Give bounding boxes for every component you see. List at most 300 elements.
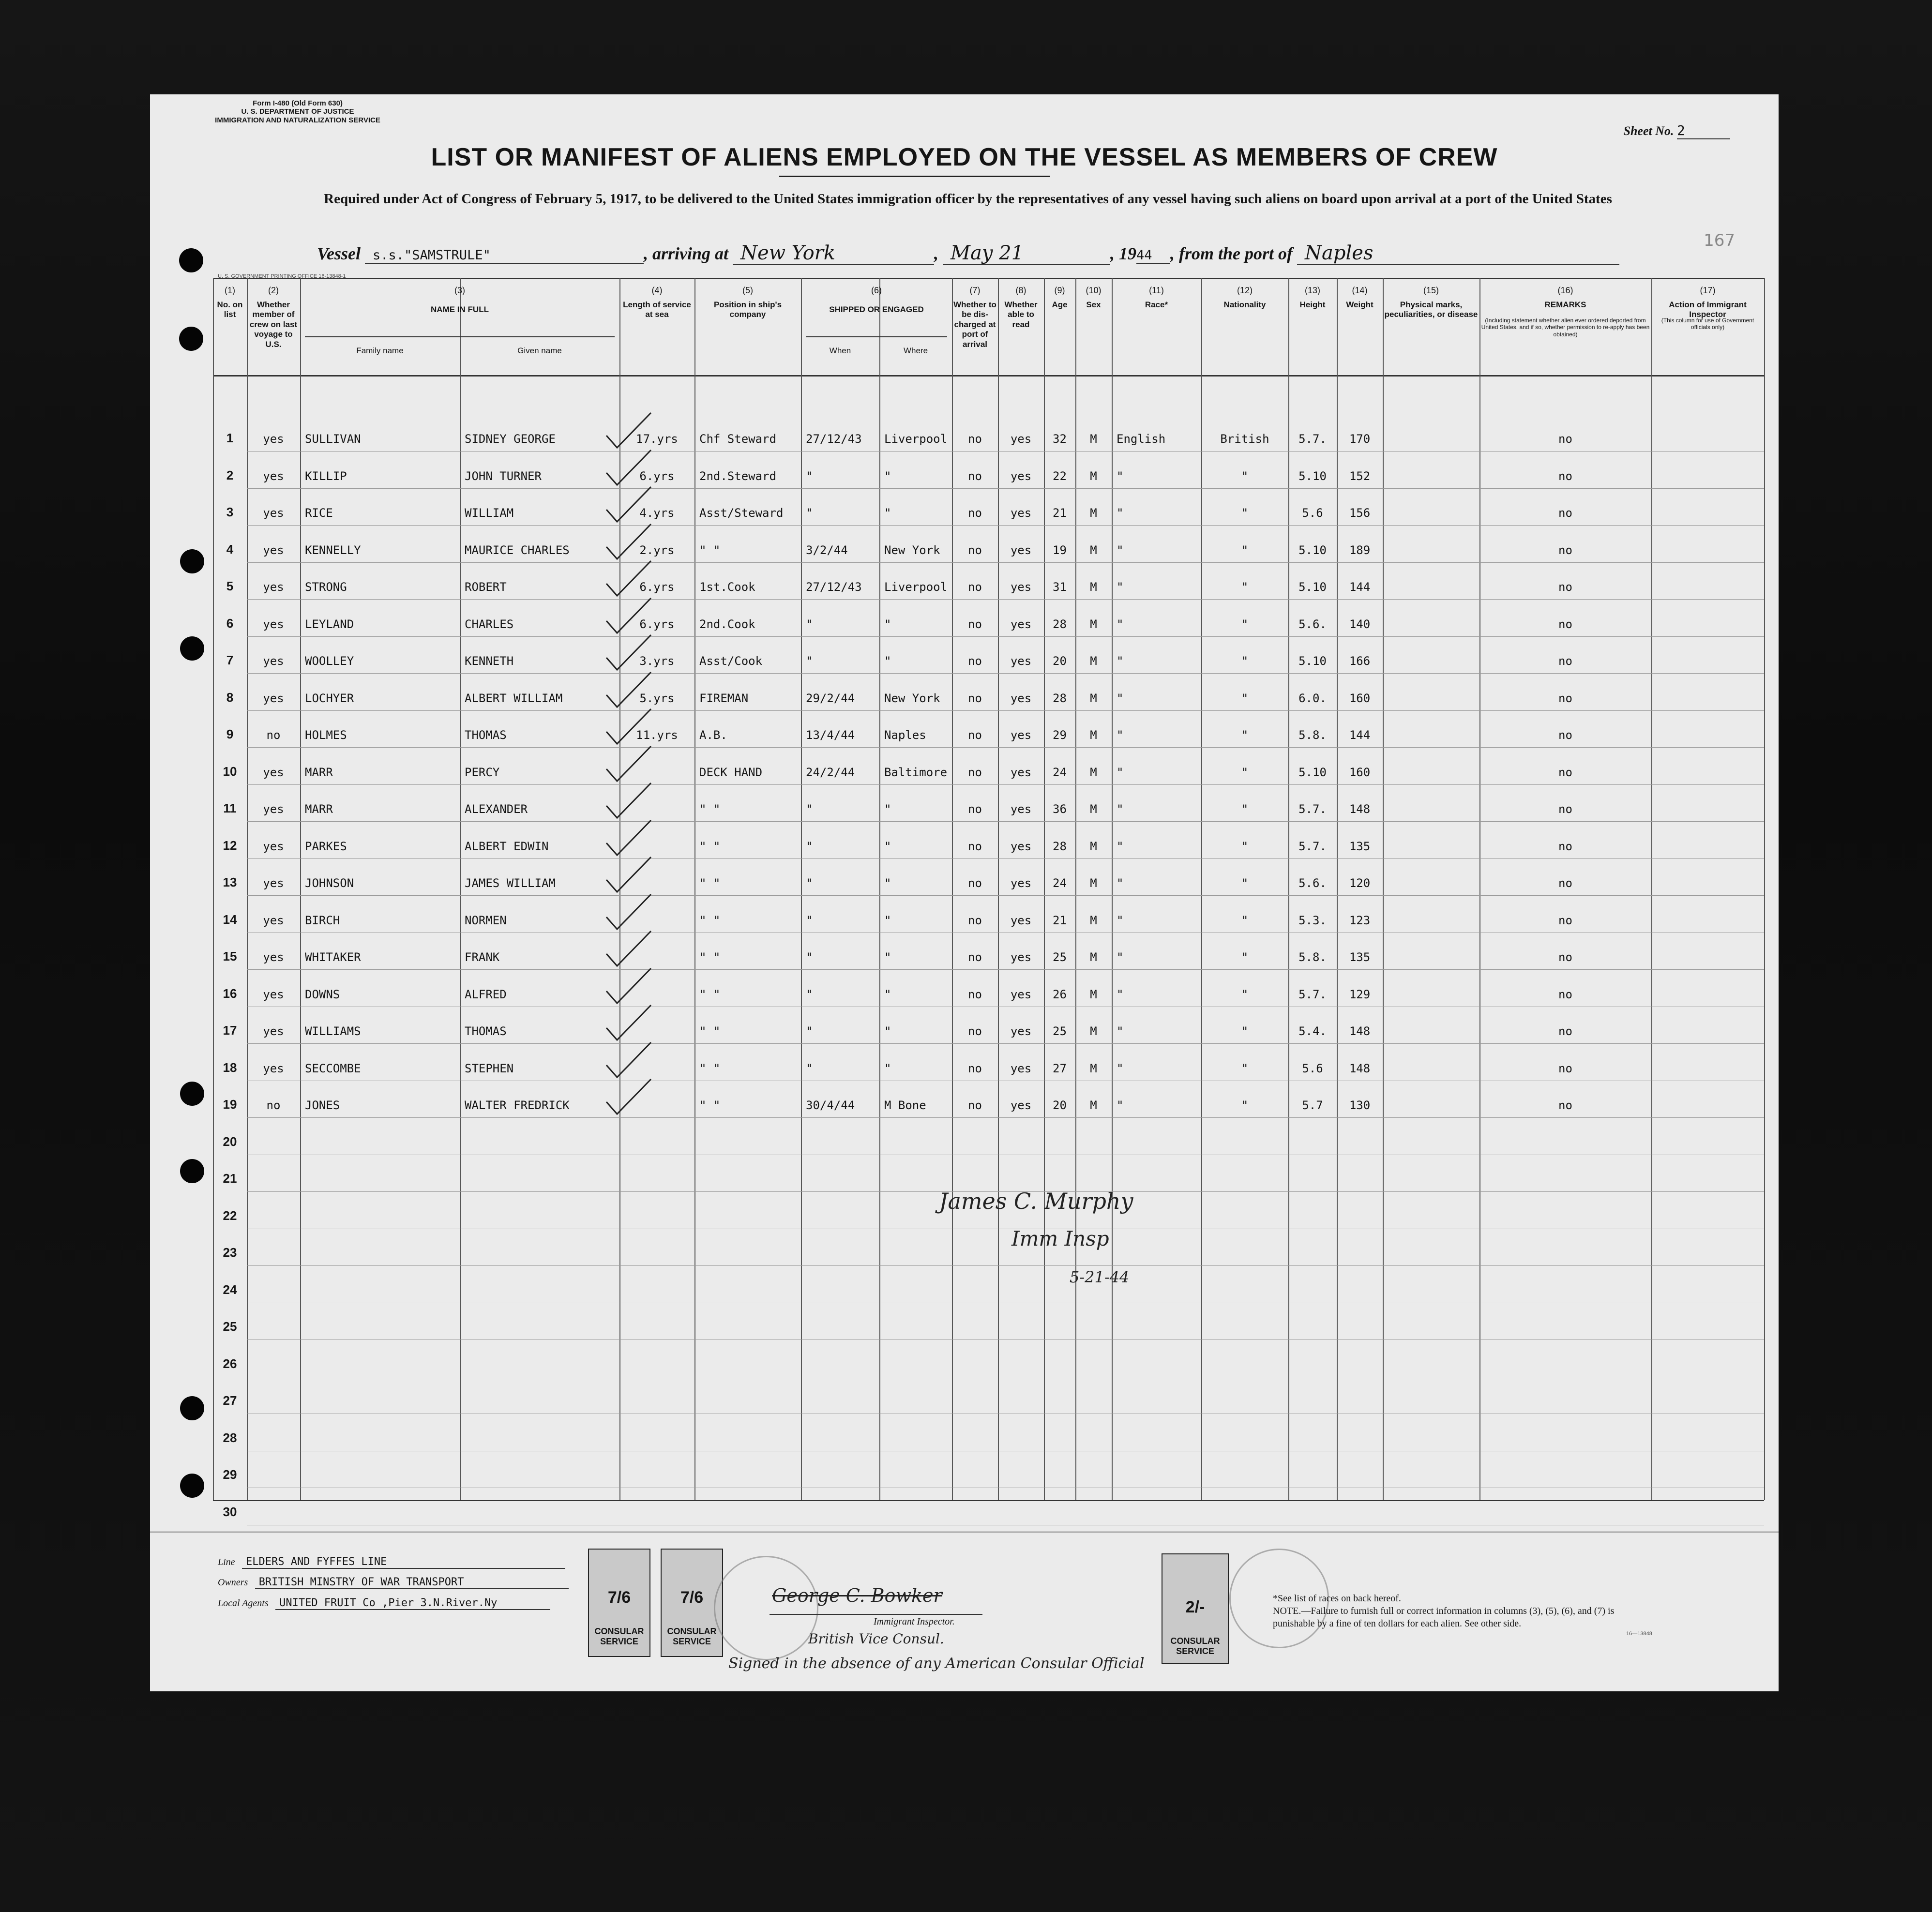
cell-family: RICE xyxy=(305,506,333,520)
stamp-value: 2/- xyxy=(1185,1598,1205,1616)
cell-remarks: no xyxy=(1558,654,1572,668)
row-number: 28 xyxy=(223,1430,237,1445)
row-number: 21 xyxy=(223,1171,237,1186)
cell-height: 5.7 xyxy=(1302,1099,1323,1112)
department: U. S. DEPARTMENT OF JUSTICE xyxy=(241,107,354,116)
cell-nationality: " xyxy=(1241,876,1249,890)
row-number: 13 xyxy=(223,875,237,889)
cell-sex: M xyxy=(1090,506,1097,520)
cell-age: 19 xyxy=(1053,543,1067,557)
cell-position: " " xyxy=(699,1024,721,1038)
cell-race: " xyxy=(1117,1099,1124,1112)
cell-discharged: no xyxy=(968,950,982,964)
column-divider xyxy=(1288,278,1289,1500)
cell-family: WILLIAMS xyxy=(305,1024,361,1038)
cell-race: " xyxy=(1117,728,1124,742)
cell-read: yes xyxy=(1010,802,1032,816)
column-header: Whether to be dis-charged at port of arrival xyxy=(953,300,996,349)
cell-service: 3.yrs xyxy=(639,654,675,668)
cell-weight: 160 xyxy=(1349,691,1371,705)
cell-prev: yes xyxy=(263,950,284,964)
cell-height: 5.10 xyxy=(1298,654,1327,668)
cell-remarks: no xyxy=(1558,839,1572,853)
arrival-year: 44 xyxy=(1136,248,1170,264)
cell-weight: 189 xyxy=(1349,543,1371,557)
row-rule xyxy=(247,710,1764,711)
cell-when: 30/4/44 xyxy=(806,1099,855,1112)
cell-when: 29/2/44 xyxy=(806,691,855,705)
cell-height: 5.6. xyxy=(1298,617,1327,631)
stamp-value: 7/6 xyxy=(607,1588,631,1607)
departure-port: Naples xyxy=(1297,242,1619,265)
cell-when: " xyxy=(806,654,813,668)
cell-age: 32 xyxy=(1053,432,1067,446)
cell-weight: 160 xyxy=(1349,765,1371,779)
cell-position: " " xyxy=(699,876,721,890)
cell-prev: no xyxy=(266,728,281,742)
cell-age: 26 xyxy=(1053,987,1067,1001)
form-code: 16—13848 xyxy=(1626,1631,1652,1637)
row-number: 19 xyxy=(223,1097,237,1112)
punch-hole xyxy=(180,1159,204,1183)
page-subtitle: Required under Act of Congress of February 5, 1917, to be delivered to the United States immigration officer by the representatives of any vessel having such aliens on board upon arrival at a port of the United States xyxy=(324,191,1612,207)
cell-read: yes xyxy=(1010,913,1032,927)
cell-weight: 140 xyxy=(1349,617,1371,631)
cell-position: Asst/Steward xyxy=(699,506,784,520)
cell-nationality: " xyxy=(1241,506,1249,520)
cell-prev: yes xyxy=(263,802,284,816)
cell-race: " xyxy=(1117,876,1124,890)
corner-number: 167 xyxy=(1704,231,1735,250)
header-sub-rule xyxy=(806,336,947,337)
cell-height: 5.10 xyxy=(1298,469,1327,483)
row-number: 17 xyxy=(223,1023,237,1038)
cell-read: yes xyxy=(1010,469,1032,483)
cell-when: " xyxy=(806,617,813,631)
service-name: IMMIGRATION AND NATURALIZATION SERVICE xyxy=(215,116,380,124)
cell-sex: M xyxy=(1090,876,1097,890)
immigrant-inspector-label: Immigrant Inspector. xyxy=(874,1616,955,1627)
printing-office: U. S. GOVERNMENT PRINTING OFFICE 16-13848-1 xyxy=(218,273,346,279)
cell-weight: 135 xyxy=(1349,839,1371,853)
cell-sex: M xyxy=(1090,802,1097,816)
column-number: (5) xyxy=(742,286,753,295)
cell-read: yes xyxy=(1010,432,1032,446)
cell-race: " xyxy=(1117,765,1124,779)
cell-when: 24/2/44 xyxy=(806,765,855,779)
cell-where: Naples xyxy=(884,728,926,742)
year-prefix: 19 xyxy=(1119,244,1137,263)
cell-family: KILLIP xyxy=(305,469,347,483)
cell-service: 11.yrs xyxy=(636,728,678,742)
cell-discharged: no xyxy=(968,691,982,705)
cell-sex: M xyxy=(1090,580,1097,594)
cell-nationality: " xyxy=(1241,1024,1249,1038)
owners-field xyxy=(218,1576,569,1589)
cell-position: " " xyxy=(699,1099,721,1112)
cell-given: CHARLES xyxy=(465,617,514,631)
cell-height: 5.10 xyxy=(1298,543,1327,557)
cell-discharged: no xyxy=(968,839,982,853)
column-divider xyxy=(1201,278,1202,1500)
column-subheader: Where xyxy=(903,346,928,355)
cell-weight: 129 xyxy=(1349,987,1371,1001)
column-header: Nationality xyxy=(1223,300,1266,309)
cell-discharged: no xyxy=(968,1024,982,1038)
cell-age: 22 xyxy=(1053,469,1067,483)
arriving-label: , arriving at xyxy=(644,244,729,263)
cell-weight: 135 xyxy=(1349,950,1371,964)
cell-weight: 148 xyxy=(1349,802,1371,816)
cell-family: SULLIVAN xyxy=(305,432,361,446)
row-number: 6 xyxy=(226,616,234,631)
postmark-circle xyxy=(714,1556,818,1660)
cell-given: ALBERT WILLIAM xyxy=(465,691,563,705)
row-rule xyxy=(247,525,1764,526)
cell-age: 21 xyxy=(1053,506,1067,520)
cell-prev: yes xyxy=(263,617,284,631)
cell-weight: 144 xyxy=(1349,580,1371,594)
column-number: (9) xyxy=(1054,286,1065,295)
cell-where: New York xyxy=(884,691,940,705)
column-subheader: Given name xyxy=(517,346,562,355)
cell-nationality: " xyxy=(1241,1061,1249,1075)
cell-discharged: no xyxy=(968,987,982,1001)
agents-field xyxy=(218,1597,550,1610)
cell-sex: M xyxy=(1090,691,1097,705)
column-number: (3) xyxy=(454,286,465,295)
owners-value: BRITISH MINSTRY OF WAR TRANSPORT xyxy=(255,1576,569,1589)
cell-given: ROBERT xyxy=(465,580,507,594)
cell-nationality: " xyxy=(1241,765,1249,779)
cell-family: STRONG xyxy=(305,580,347,594)
row-rule xyxy=(247,673,1764,674)
cell-prev: yes xyxy=(263,913,284,927)
cell-given: JAMES WILLIAM xyxy=(465,876,556,890)
row-number: 8 xyxy=(226,690,234,705)
row-number: 26 xyxy=(223,1356,237,1371)
cell-family: PARKES xyxy=(305,839,347,853)
row-number: 7 xyxy=(226,653,234,667)
from-port-label: , from the port of xyxy=(1170,244,1293,263)
row-rule xyxy=(247,1265,1764,1266)
column-divider xyxy=(460,278,461,1500)
punch-hole xyxy=(180,1396,204,1420)
cell-weight: 144 xyxy=(1349,728,1371,742)
cell-sex: M xyxy=(1090,839,1097,853)
cell-family: KENNELLY xyxy=(305,543,361,557)
cell-sex: M xyxy=(1090,654,1097,668)
cell-remarks: no xyxy=(1558,506,1572,520)
cell-height: 5.7. xyxy=(1298,839,1327,853)
cell-read: yes xyxy=(1010,691,1032,705)
cell-remarks: no xyxy=(1558,728,1572,742)
cell-age: 20 xyxy=(1053,654,1067,668)
column-divider xyxy=(1075,278,1076,1500)
cell-height: 5.6 xyxy=(1302,506,1323,520)
cell-race: " xyxy=(1117,654,1124,668)
cell-race: " xyxy=(1117,987,1124,1001)
cell-height: 5.7. xyxy=(1298,432,1327,446)
cell-read: yes xyxy=(1010,1061,1032,1075)
cell-given: ALEXANDER xyxy=(465,802,528,816)
cell-discharged: no xyxy=(968,432,982,446)
cell-given: PERCY xyxy=(465,765,500,779)
cell-age: 36 xyxy=(1053,802,1067,816)
cell-position: " " xyxy=(699,802,721,816)
cell-age: 25 xyxy=(1053,950,1067,964)
row-rule xyxy=(247,895,1764,896)
signature-line xyxy=(770,1614,982,1615)
cell-nationality: " xyxy=(1241,691,1249,705)
cell-given: WILLIAM xyxy=(465,506,514,520)
cell-where: " xyxy=(884,617,891,631)
column-number: (16) xyxy=(1557,286,1573,295)
cell-weight: 148 xyxy=(1349,1061,1371,1075)
cell-given: MAURICE CHARLES xyxy=(465,543,570,557)
row-rule xyxy=(247,747,1764,748)
column-header: Height xyxy=(1299,300,1326,309)
cell-family: DOWNS xyxy=(305,987,340,1001)
cell-weight: 130 xyxy=(1349,1099,1371,1112)
cell-family: WHITAKER xyxy=(305,950,361,964)
page-title: LIST OR MANIFEST OF ALIENS EMPLOYED ON THE VESSEL AS MEMBERS OF CREW xyxy=(431,143,1498,171)
cell-read: yes xyxy=(1010,765,1032,779)
column-divider xyxy=(213,278,214,1500)
column-number: (8) xyxy=(1015,286,1026,295)
agents-label: Local Agents xyxy=(218,1598,269,1609)
line-label: Line xyxy=(218,1557,235,1567)
stamp-label: CONSULAR SERVICE xyxy=(594,1626,644,1646)
cell-sex: M xyxy=(1090,432,1097,446)
cell-race: " xyxy=(1117,950,1124,964)
cell-nationality: " xyxy=(1241,839,1249,853)
cell-prev: yes xyxy=(263,506,284,520)
cell-remarks: no xyxy=(1558,1024,1572,1038)
cell-race: " xyxy=(1117,469,1124,483)
cell-prev: yes xyxy=(263,691,284,705)
column-divider xyxy=(879,278,880,1500)
check-mark xyxy=(603,1075,656,1119)
cell-position: Chf Steward xyxy=(699,432,776,446)
cell-prev: yes xyxy=(263,543,284,557)
cell-race: English xyxy=(1117,432,1166,446)
cell-family: MARR xyxy=(305,765,333,779)
table-bottom-rule xyxy=(213,1500,1764,1501)
row-rule xyxy=(247,969,1764,970)
cell-when: 3/2/44 xyxy=(806,543,848,557)
row-rule xyxy=(247,599,1764,600)
cell-given: ALBERT EDWIN xyxy=(465,839,549,853)
cell-service: 6.yrs xyxy=(639,617,675,631)
row-rule xyxy=(247,488,1764,489)
column-number: (13) xyxy=(1304,286,1320,295)
row-number: 2 xyxy=(226,467,234,482)
footer-divider xyxy=(150,1532,1779,1533)
sheet-number-label: Sheet No. xyxy=(1623,124,1674,138)
cell-sex: M xyxy=(1090,543,1097,557)
title-underline xyxy=(779,176,1050,177)
row-number: 25 xyxy=(223,1319,237,1334)
cell-given: NORMEN xyxy=(465,913,507,927)
cell-nationality: " xyxy=(1241,654,1249,668)
cell-remarks: no xyxy=(1558,987,1572,1001)
cell-position: FIREMAN xyxy=(699,691,749,705)
form-id: Form I-480 (Old Form 630) xyxy=(253,99,343,107)
cell-position: DECK HAND xyxy=(699,765,763,779)
cell-height: 5.8. xyxy=(1298,728,1327,742)
cell-remarks: no xyxy=(1558,876,1572,890)
cell-sex: M xyxy=(1090,765,1097,779)
cell-family: JONES xyxy=(305,1099,340,1112)
column-divider xyxy=(1112,278,1113,1500)
cell-prev: yes xyxy=(263,580,284,594)
cell-discharged: no xyxy=(968,543,982,557)
cell-sex: M xyxy=(1090,1024,1097,1038)
cell-family: JOHNSON xyxy=(305,876,354,890)
header-bottom-rule xyxy=(213,375,1764,376)
cell-nationality: " xyxy=(1241,728,1249,742)
row-number: 12 xyxy=(223,838,237,853)
cell-read: yes xyxy=(1010,580,1032,594)
cell-prev: yes xyxy=(263,654,284,668)
cell-family: LEYLAND xyxy=(305,617,354,631)
column-header: Position in ship's company xyxy=(713,300,782,319)
inspector-title: Imm Insp xyxy=(1011,1227,1109,1250)
cell-discharged: no xyxy=(968,617,982,631)
cell-where: " xyxy=(884,802,891,816)
cell-discharged: no xyxy=(968,580,982,594)
vessel-name: s.s."SAMSTRULE" xyxy=(365,248,644,264)
cell-when: " xyxy=(806,1024,813,1038)
row-number: 9 xyxy=(226,727,234,741)
cell-read: yes xyxy=(1010,950,1032,964)
row-number: 23 xyxy=(223,1245,237,1260)
arrival-date: May 21 xyxy=(943,242,1110,265)
cell-sex: M xyxy=(1090,950,1097,964)
cell-when: 27/12/43 xyxy=(806,432,862,446)
cell-where: " xyxy=(884,506,891,520)
column-divider xyxy=(1479,278,1480,1500)
column-header: Action of Immigrant Inspector xyxy=(1669,300,1747,319)
cell-when: " xyxy=(806,913,813,927)
manifest-sheet xyxy=(150,94,1779,1691)
cell-discharged: no xyxy=(968,1099,982,1112)
cell-when: " xyxy=(806,469,813,483)
cell-height: 5.7. xyxy=(1298,987,1327,1001)
column-number: (2) xyxy=(268,286,279,295)
row-number: 16 xyxy=(223,986,237,1001)
row-number: 30 xyxy=(223,1504,237,1519)
cell-race: " xyxy=(1117,691,1124,705)
cell-when: " xyxy=(806,950,813,964)
consular-stamp xyxy=(588,1549,650,1657)
footnotes xyxy=(1273,1592,1641,1630)
cell-where: M Bone xyxy=(884,1099,926,1112)
cell-where: " xyxy=(884,654,891,668)
cell-where: " xyxy=(884,876,891,890)
cell-position: " " xyxy=(699,1061,721,1075)
row-number: 29 xyxy=(223,1467,237,1482)
cell-remarks: no xyxy=(1558,950,1572,964)
cell-nationality: British xyxy=(1220,432,1269,446)
column-divider xyxy=(1044,278,1045,1500)
cell-race: " xyxy=(1117,580,1124,594)
cell-prev: no xyxy=(266,1099,281,1112)
owners-label: Owners xyxy=(218,1577,248,1588)
cell-nationality: " xyxy=(1241,469,1249,483)
cell-discharged: no xyxy=(968,506,982,520)
cell-discharged: no xyxy=(968,654,982,668)
cell-service: 6.yrs xyxy=(639,580,675,594)
column-header: Whether member of crew on last voyage to U.S. xyxy=(249,300,298,349)
consul-signature: George C. Bowker xyxy=(772,1585,942,1606)
table-top-rule xyxy=(213,278,1764,279)
cell-read: yes xyxy=(1010,506,1032,520)
row-number: 4 xyxy=(226,542,234,557)
cell-height: 5.10 xyxy=(1298,765,1327,779)
row-number: 27 xyxy=(223,1393,237,1408)
cell-position: 2nd.Cook xyxy=(699,617,755,631)
cell-where: " xyxy=(884,1024,891,1038)
cell-weight: 152 xyxy=(1349,469,1371,483)
cell-remarks: no xyxy=(1558,543,1572,557)
cell-nationality: " xyxy=(1241,617,1249,631)
stamp-value: 7/6 xyxy=(680,1588,704,1607)
column-divider xyxy=(1383,278,1384,1500)
header-sub-rule xyxy=(305,336,615,337)
punch-hole xyxy=(180,636,204,661)
cell-nationality: " xyxy=(1241,987,1249,1001)
cell-nationality: " xyxy=(1241,802,1249,816)
cell-remarks: no xyxy=(1558,617,1572,631)
cell-position: " " xyxy=(699,987,721,1001)
cell-race: " xyxy=(1117,839,1124,853)
column-number: (15) xyxy=(1423,286,1439,295)
row-rule xyxy=(247,858,1764,859)
cell-where: " xyxy=(884,469,891,483)
cell-weight: 148 xyxy=(1349,1024,1371,1038)
column-divider xyxy=(801,278,802,1500)
column-divider xyxy=(1651,278,1652,1500)
column-divider xyxy=(998,278,999,1500)
cell-read: yes xyxy=(1010,839,1032,853)
cell-height: 5.4. xyxy=(1298,1024,1327,1038)
cell-given: WALTER FREDRICK xyxy=(465,1099,570,1112)
cell-race: " xyxy=(1117,802,1124,816)
column-subheader: When xyxy=(829,346,851,355)
column-header-note: (Including statement whether alien ever ordered deported from United States, and if so, whether permission to re-apply has been obtained) xyxy=(1481,317,1650,338)
cell-read: yes xyxy=(1010,728,1032,742)
column-number: (7) xyxy=(969,286,981,295)
cell-race: " xyxy=(1117,617,1124,631)
cell-where: " xyxy=(884,1061,891,1075)
punch-hole xyxy=(179,248,203,272)
row-number: 5 xyxy=(226,579,234,593)
cell-where: New York xyxy=(884,543,940,557)
row-number: 22 xyxy=(223,1208,237,1223)
column-number: (1) xyxy=(225,286,235,295)
cell-position: A.B. xyxy=(699,728,727,742)
column-number: (4) xyxy=(651,286,663,295)
cell-sex: M xyxy=(1090,1061,1097,1075)
cell-position: " " xyxy=(699,950,721,964)
row-number: 18 xyxy=(223,1060,237,1075)
cell-nationality: " xyxy=(1241,580,1249,594)
signed-note: Signed in the absence of any American Consular Official xyxy=(728,1655,1145,1672)
cell-service: 5.yrs xyxy=(639,691,675,705)
cell-discharged: no xyxy=(968,469,982,483)
